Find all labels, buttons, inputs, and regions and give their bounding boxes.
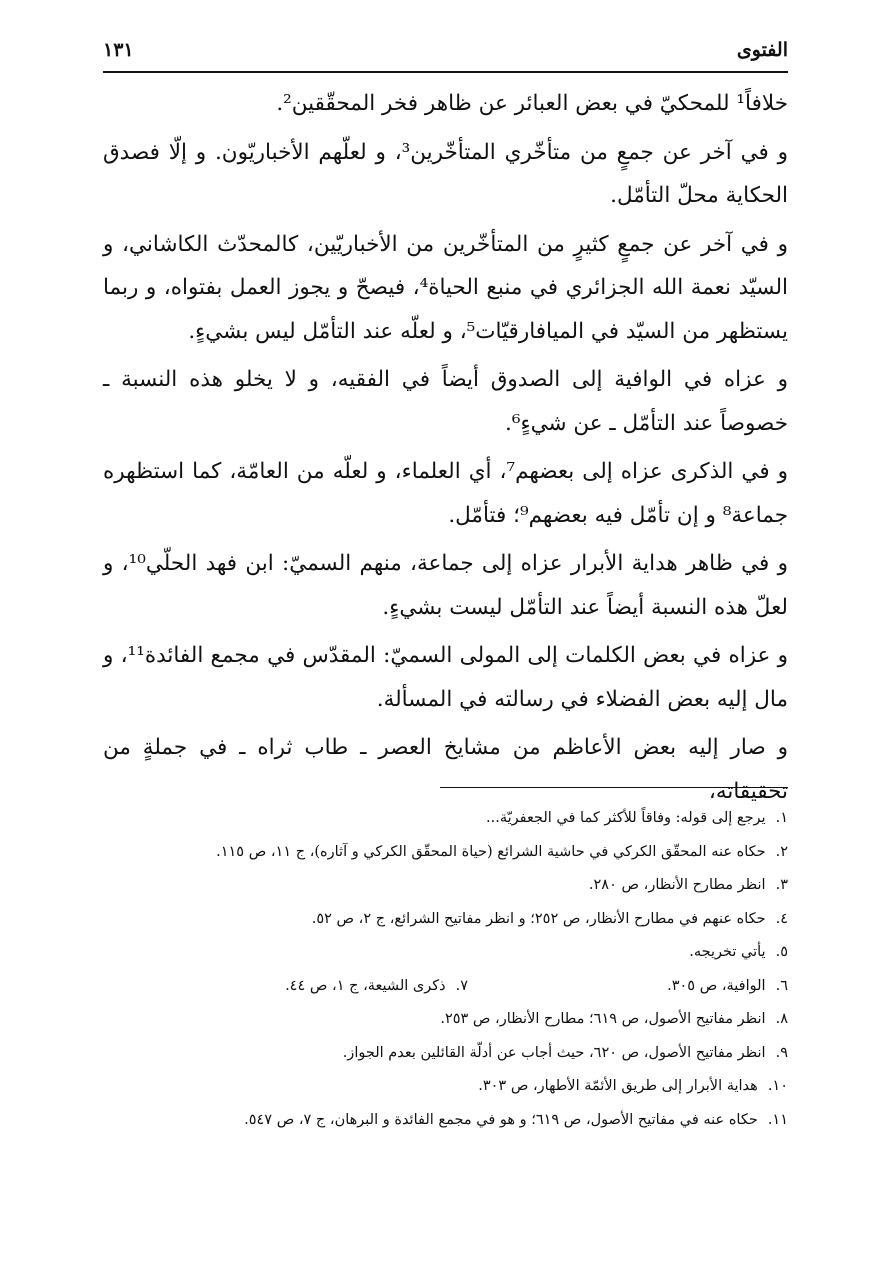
footnote-text: يأتي تخريجه. bbox=[689, 944, 766, 960]
footnote bbox=[689, 936, 788, 970]
footnote bbox=[589, 869, 788, 903]
footnote-row bbox=[180, 869, 788, 903]
footnote-row bbox=[180, 936, 788, 970]
footnote-number: ٣. bbox=[775, 877, 788, 893]
footnote-number: ٤. bbox=[775, 910, 788, 927]
footnote-text: حكاه عنهم في مطارح الأنظار، ص ٢٥٢؛ و انظر مفاتيح الشرائع، ج ٢، ص ٥٢. bbox=[311, 910, 766, 927]
header-divider bbox=[103, 71, 788, 73]
footnote-row bbox=[180, 1070, 788, 1104]
footnote-number: ٧. bbox=[455, 977, 468, 994]
footnote bbox=[244, 1104, 788, 1138]
footnote bbox=[216, 836, 788, 870]
footnote-row bbox=[180, 1037, 788, 1071]
footnote-number: ٩. bbox=[775, 1044, 788, 1061]
footnote-number: ٥. bbox=[775, 944, 788, 960]
footnote-text: يرجع إلى قوله: وفاقاً للأكثر كما في الجعفريّة... bbox=[486, 810, 766, 826]
footnote-number: ٨. bbox=[775, 1011, 788, 1027]
page-header bbox=[103, 30, 788, 70]
paragraph: و عزاه في بعض الكلمات إلى المولى السميّ: المقدّس في مجمع الفائدة¹¹، و مال إليه بعض الفضلاء في رسالته في المسألة. bbox=[103, 643, 789, 712]
footnote bbox=[343, 1037, 788, 1071]
footnote-text: حكاه عنه المحقّق الكركي في حاشية الشرائع (حياة المحقّق الكركي و آثاره)، ج ١١، ص ١١٥. bbox=[216, 843, 766, 860]
footnote-text: هداية الأبرار إلى طريق الأئمّة الأطهار، ص ٣٠٣. bbox=[478, 1078, 758, 1094]
paragraph: خلافاً¹ للمحكيّ في بعض العبائر عن ظاهر فخر المحقّقين². bbox=[276, 91, 788, 116]
footnote-row bbox=[180, 836, 788, 870]
footnote-row bbox=[180, 1104, 788, 1138]
running-title: الفتوى bbox=[736, 39, 788, 61]
footnote-number: ١٠. bbox=[767, 1078, 788, 1094]
footnote bbox=[486, 802, 788, 836]
footnote-number: ١١. bbox=[767, 1111, 788, 1128]
footnote bbox=[478, 1070, 788, 1104]
footnote-text: حكاه عنه في مفاتيح الأصول، ص ٦١٩؛ و هو في مجمع الفائدة و البرهان، ج ٧، ص ٥٤٧. bbox=[244, 1111, 758, 1128]
main-text bbox=[103, 82, 788, 813]
footnote-number: ٢. bbox=[775, 843, 788, 860]
footnote-number: ١. bbox=[775, 810, 788, 826]
footnote-row bbox=[180, 970, 788, 1004]
footnote-text: انظر مفاتيح الأصول، ص ٦١٩؛ مطارح الأنظار، ص ٢٥٣. bbox=[440, 1011, 766, 1027]
footnote-text: ذكرى الشيعة، ج ١، ص ٤٤. bbox=[285, 977, 446, 994]
footnote-row bbox=[180, 1003, 788, 1037]
paragraph: و عزاه في الوافية إلى الصدوق أيضاً في الفقيه، و لا يخلو هذه النسبة ـ خصوصاً عند التأمّل ـ عن شيءٍ⁶. bbox=[103, 367, 788, 436]
paragraph: و في ظاهر هداية الأبرار عزاه إلى جماعة، منهم السميّ: ابن فهد الحلّي¹⁰، و لعلّ هذه النسبة أيضاً عند التأمّل ليست بشيءٍ. bbox=[103, 551, 788, 620]
footnote-text: انظر مفاتيح الأصول، ص ٦٢٠، حيث أجاب عن أدلّة القائلين بعدم الجواز. bbox=[342, 1044, 766, 1061]
paragraph: و في الذكرى عزاه إلى بعضهم⁷، أي العلماء، و لعلّه من العامّة، كما استظهره جماعة⁸ و إن تأمّل فيه بعضهم⁹؛ فتأمّل. bbox=[103, 459, 788, 528]
page-number: ١٣١ bbox=[103, 39, 134, 61]
footnote-row bbox=[180, 802, 788, 836]
footnote bbox=[468, 970, 788, 1004]
footnotes bbox=[180, 802, 788, 1137]
footnote-text: الوافية، ص ٣٠٥. bbox=[667, 977, 766, 994]
paragraph: و صار إليه بعض الأعاظم من مشايخ العصر ـ طاب ثراه ـ في جملةٍ من تحقيقاته، bbox=[103, 735, 788, 804]
footnote-number: ٦. bbox=[775, 977, 788, 994]
footnote-divider bbox=[440, 787, 788, 788]
paragraph: و في آخر عن جمعٍ كثيرٍ من المتأخّرين من الأخباريّين، كالمحدّث الكاشاني، و السيّد نعمة الله الجزائري في منبع الحياة⁴، فيصحّ و يجوز العمل بفتواه، و ربما يستظهر من السيّد في الميافارقيّات⁵، و لعلّه عند التأمّل ليس بشيءٍ. bbox=[103, 231, 788, 344]
footnote bbox=[285, 970, 468, 1004]
footnote-text: انظر مطارح الأنظار، ص ٢٨٠. bbox=[588, 877, 766, 893]
paragraph: و في آخر عن جمعٍ من متأخّري المتأخّرين³، و لعلّهم الأخباريّون. و إلّا فصدق الحكاية محلّ التأمّل. bbox=[103, 139, 788, 208]
footnote bbox=[440, 1003, 788, 1037]
footnote bbox=[312, 903, 788, 937]
footnote-row bbox=[180, 903, 788, 937]
